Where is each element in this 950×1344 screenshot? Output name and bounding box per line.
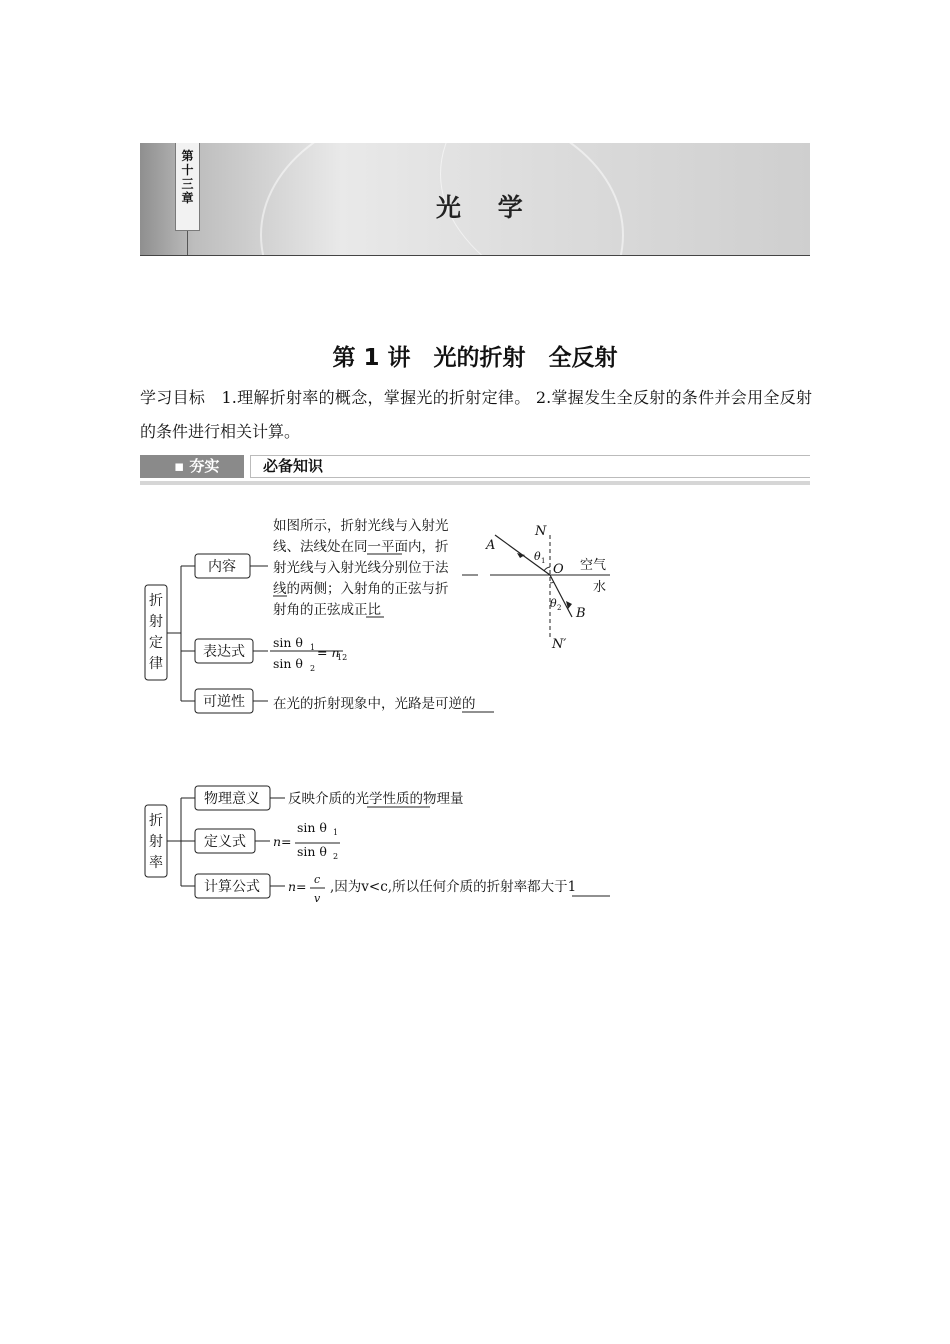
knowledge-diagram xyxy=(140,505,660,915)
definition-numerator: sin θ xyxy=(297,820,327,835)
index-root-char: 折 xyxy=(149,813,163,829)
learning-goals: 学习目标 1.理解折射率的概念，掌握光的折射定律。 2.掌握发生全反射的条件并会用全反射的条件进行相关计算。 xyxy=(140,388,812,441)
section-header xyxy=(140,455,810,480)
chapter-title: 光 学 xyxy=(436,193,537,222)
calc-denominator: v xyxy=(314,892,321,905)
theta1-sub: 1 xyxy=(541,557,546,565)
chapter-banner xyxy=(140,143,810,256)
lecture-title: 第 1 讲 光的折射 全反射 xyxy=(332,345,618,371)
definition-numerator-sub: 1 xyxy=(333,828,339,837)
point-a-label: A xyxy=(486,538,496,553)
chapter-tab-char: 十 xyxy=(181,163,194,177)
content-line: 如图所示，折射光线与入射光 xyxy=(273,518,449,534)
content-line: 射光线与入射光线分别位于法 xyxy=(273,560,449,576)
expression-rhs: = n xyxy=(317,645,340,660)
expression-rhs-sub: 12 xyxy=(337,653,348,662)
chapter-tab-char: 第 xyxy=(181,149,194,163)
law-root-char: 律 xyxy=(149,656,163,672)
meaning-text: 反映介质的光学性质的物理量 xyxy=(288,791,464,807)
air-label: 空气 xyxy=(580,558,607,573)
expression-numerator-sub: 1 xyxy=(310,643,316,652)
index-root-char: 率 xyxy=(149,855,163,871)
calc-lhs: n= xyxy=(288,879,307,894)
law-root-char: 定 xyxy=(149,635,163,651)
theta1-label: θ xyxy=(534,550,541,563)
definition-label: 定义式 xyxy=(204,834,246,850)
chapter-tab-char: 章 xyxy=(181,191,194,205)
point-b-label: B xyxy=(576,606,586,621)
law-root-char: 射 xyxy=(149,614,163,630)
meaning-label: 物理意义 xyxy=(204,791,260,807)
reversibility-label: 可逆性 xyxy=(203,694,245,710)
calc-numerator: c xyxy=(314,873,321,886)
definition-lhs: n= xyxy=(273,834,292,849)
section-name: 必备知识 xyxy=(250,455,810,478)
theta2-sub: 2 xyxy=(557,604,562,612)
refraction-figure xyxy=(485,524,610,652)
section-divider xyxy=(140,481,810,485)
chapter-tab-line xyxy=(187,231,188,255)
point-o-label: O xyxy=(553,562,564,577)
definition-denominator: sin θ xyxy=(297,844,327,859)
theta2-label: θ xyxy=(550,597,557,610)
content-label: 内容 xyxy=(208,559,236,575)
chapter-tab-char: 三 xyxy=(181,177,194,191)
definition-denominator-sub: 2 xyxy=(333,852,339,861)
normal-prime-label: N′ xyxy=(552,637,567,652)
content-line: 射角的正弦成正比 xyxy=(273,602,381,618)
expression-denominator: sin θ xyxy=(273,656,303,671)
chapter-tab xyxy=(175,143,200,231)
calc-text: ,因为v<c,所以任何介质的折射率都大于1 xyxy=(330,879,577,895)
content-line: 线的两侧；入射角的正弦与折 xyxy=(273,581,449,597)
law-root-char: 折 xyxy=(149,593,163,609)
reversibility-text: 在光的折射现象中，光路是可逆的 xyxy=(273,696,476,712)
normal-label: N xyxy=(535,524,547,539)
expression-denominator-sub: 2 xyxy=(310,664,316,673)
expression-numerator: sin θ xyxy=(273,635,303,650)
content-line: 线、法线处在同一平面内，折 xyxy=(273,539,449,555)
water-label: 水 xyxy=(593,580,607,595)
index-root-char: 射 xyxy=(149,834,163,850)
section-tag: ▪ 夯实 xyxy=(140,455,244,478)
expression-label: 表达式 xyxy=(203,644,245,660)
calc-label: 计算公式 xyxy=(204,879,260,895)
